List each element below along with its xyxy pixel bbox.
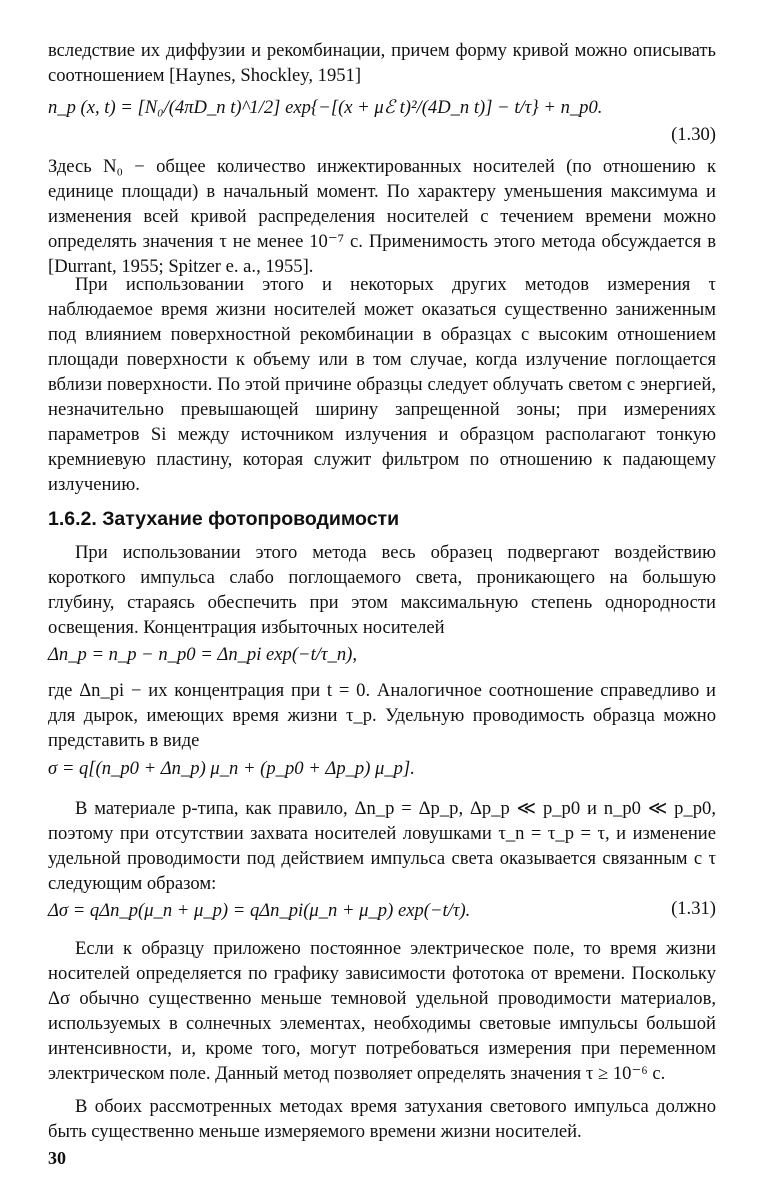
- text-block-method: [48, 540, 716, 640]
- text-block-both: [48, 1094, 716, 1144]
- equation-sigma-body: σ = q[(n_p0 + Δn_p) μ_n + (p_p0 + Δp_p) μ_p].: [48, 758, 415, 779]
- equation-delta-n-body: Δn_p = n_p − n_p0 = Δn_pi exp(−t/τ_n),: [48, 644, 357, 665]
- equation-1-31-number: (1.31): [671, 898, 716, 919]
- text-block-using: [48, 272, 716, 497]
- paragraph-using: При использовании этого и некоторых других методов измерения τ наблюдаемое время жизни носителей может оказаться существенно заниженным под влиянием поверхностной рекомбинации в образцах с высоким отношением площади поверхности к объему или в том случае, когда излучение поглощается вблизи поверхности. По этой причине образцы следует облучать светом с энергией, незначительно превышающей ширину запрещенной зоны; при измерениях параметров Si между источником излучения и образцом располагают тонкую кремниевую пластину, которая служит фильтром по отношению к падающему излучению.: [48, 274, 716, 495]
- text-block-intro: [48, 38, 716, 88]
- paragraph-where: где Δn_pi − их концентрация при t = 0. Аналогичное соотношение справедливо и для дырок, имеющих время жизни τ_p. Удельную проводимость образца можно представить в виде: [48, 680, 716, 751]
- equation-1-30-number: (1.30): [671, 124, 716, 145]
- text-block-field: [48, 936, 716, 1086]
- equation-sigma: [48, 756, 716, 782]
- text-block-where: [48, 678, 716, 753]
- section-heading: 1.6.2. Затухание фотопроводимости: [48, 508, 400, 530]
- paragraph-method: При использовании этого метода весь образец подвергают воздействию короткого импульса слабо поглощаемого света, проникающего на большую глубину, стараясь обеспечить при этом максимальную степень однородности освещения. Концентрация избыточных носителей: [48, 542, 716, 638]
- equation-1-30-body: n_p (x, t) = [N₀/(4πD_n t)^1/2] exp{−[(x + μℰ t)²/(4D_n t)] − t/τ} + n_p0.: [48, 97, 603, 118]
- text-block-here: [48, 154, 716, 279]
- equation-1-31-body: Δσ = qΔn_p(μ_n + μ_p) = qΔn_pi(μ_n + μ_p) exp(−t/τ).: [48, 900, 471, 921]
- page-number: 30: [48, 1148, 66, 1168]
- paragraph-intro: вследствие их диффузии и рекомбинации, причем форму кривой можно описывать соотношением [Haynes, Shockley, 1951]: [48, 40, 716, 86]
- text-block-ptype: [48, 796, 716, 896]
- equation-1-30: [48, 95, 716, 121]
- equation-delta-n: [48, 642, 716, 668]
- equation-1-31: [48, 898, 716, 924]
- paragraph-here: Здесь N₀ − общее количество инжектированных носителей (по отношению к единице площади) в начальный момент. По характеру уменьшения максимума и изменения всей кривой распределения носителей с течением времени можно определять значения τ не менее 10⁻⁷ с. Применимость этого метода обсуждается в [Durrant, 1955; Spitzer e. a., 1955].: [48, 156, 716, 277]
- paragraph-ptype: В материале p-типа, как правило, Δn_p = Δp_p, Δp_p ≪ p_p0 и n_p0 ≪ p_p0, поэтому при отсутствии захвата носителей ловушками τ_n = τ_p = τ, и изменение удельной проводимости под действием импульса света оказывается связанным с τ следующим образом:: [48, 798, 716, 894]
- paragraph-field: Если к образцу приложено постоянное электрическое поле, то время жизни носителей определяется по графику зависимости фототока от времени. Поскольку Δσ обычно существенно меньше темновой удельной проводимости материалов, используемых в солнечных элементах, необходимы световые импульсы большой интенсивности, и, кроме того, могут потребоваться измерения при переменном электрическом поле. Данный метод позволяет определять значения τ ≥ 10⁻⁶ с.: [48, 938, 716, 1084]
- paragraph-both: В обоих рассмотренных методах время затухания светового импульса должно быть существенно меньше измеряемого времени жизни носителей.: [48, 1096, 716, 1142]
